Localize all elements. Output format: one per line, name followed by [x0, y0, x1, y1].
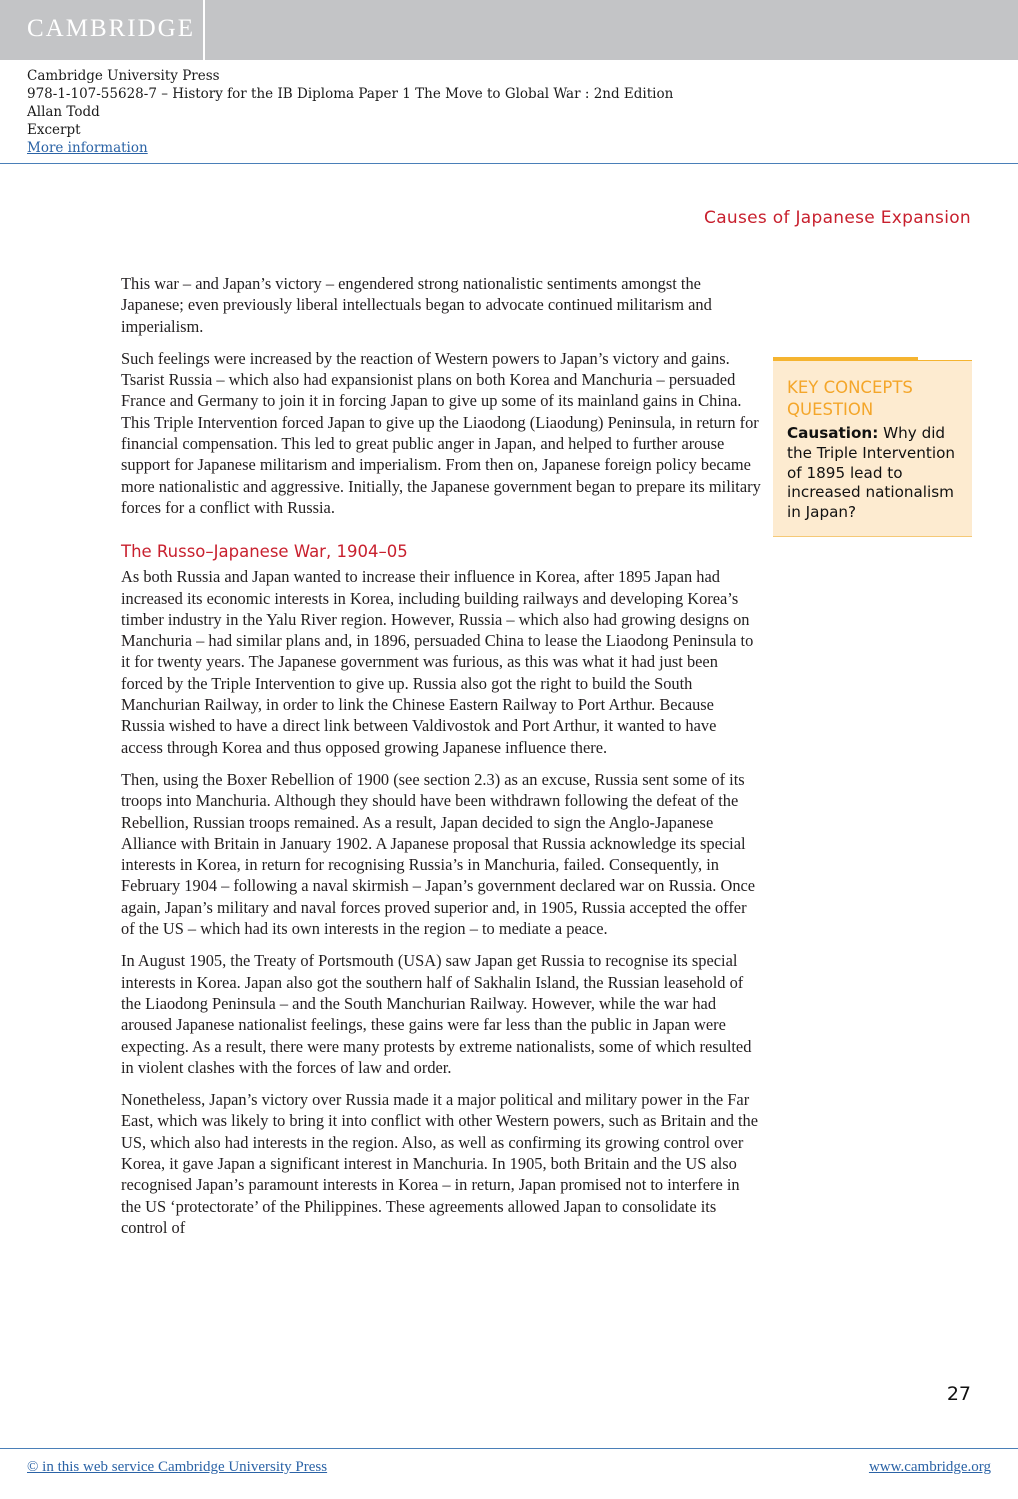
paragraph: Then, using the Boxer Rebellion of 1900 (see section 2.3) as an excuse, Russia sent some of its troops into Manchuria. Although they should have been withdrawn following the defeat of the Rebellion, Russian troops remained. As a result, Japan decided to sign the Anglo-Japanese Alliance with Britain in January 1902. A Japanese proposal that Russia acknowledge its special interests in Korea, in return for recognising Russia’s in Manchuria, failed. Consequently, in February 1904 – following a naval skirmish – Japan’s government declared war on Russia. Once again, Japan’s military and naval forces proved superior and, in 1905, Russia accepted the offer of the US – which had its own interests in the region – to mediate a peace.	[121, 769, 756, 939]
cambridge-logo: CAMBRIDGE	[27, 15, 196, 42]
footer-rule	[0, 1448, 1018, 1449]
key-question-label: Causation:	[787, 424, 879, 442]
paragraph: Nonetheless, Japan’s victory over Russia made it a major political and military power in the Far East, which was likely to bring it into conflict with other Western powers, such as Britain and the US, which also had interests in the region. Also, as well as confirming its growing control over Korea, it gave Japan a significant interest in Manchuria. In 1905, both Britain and the US also recognised Japan’s paramount interests in Korea – in return, Japan promised not to interfere in the US ‘protectorate’ of the Philippines. These agreements allowed Japan to consolidate its control of	[121, 1090, 759, 1237]
key-title-line: KEY CONCEPTS	[787, 378, 913, 397]
banner-divider	[203, 0, 205, 60]
key-concepts-box	[773, 360, 972, 537]
main-text	[121, 273, 761, 1249]
section-heading: The Russo–Japanese War, 1904–05	[121, 542, 408, 562]
cambridge-website-link[interactable]: www.cambridge.org	[868, 1459, 991, 1475]
book-meta	[27, 67, 673, 157]
key-concepts-title	[787, 377, 913, 421]
key-concepts-question	[787, 424, 967, 523]
excerpt-label: Excerpt	[27, 122, 81, 138]
isbn-title: 978-1-107-55628-7 – History for the IB Diploma Paper 1 The Move to Global War : 2nd Edition	[27, 86, 674, 102]
key-question-text: Why did the Triple Intervention of 1895 lead to increased nationalism in Japan?	[787, 424, 955, 522]
key-box-accent-bar	[773, 357, 918, 361]
copyright-link[interactable]: © in this web service Cambridge University Press	[27, 1459, 328, 1475]
more-information-link[interactable]: More information	[27, 140, 148, 156]
paragraph: Such feelings were increased by the reaction of Western powers to Japan’s victory and gains. Tsarist Russia – which also had expansionist plans on both Korea and Manchuria – persuaded France and Germany to join it in forcing Japan to give up some of its mainland gains in China. This Triple Intervention forced Japan to give up the Liaodong (Liaodung) Peninsula, in return for financial compensation. This led to great public anger in Japan, and helped to further arouse support for Japanese militarism and imperialism. From then on, Japanese foreign policy became more nationalistic and aggressive. Initially, the Japanese government began to prepare its military forces for a conflict with Russia.	[121, 348, 761, 517]
publisher-name: Cambridge University Press	[27, 68, 220, 84]
page-number: 27	[946, 1383, 971, 1405]
paragraph: In August 1905, the Treaty of Portsmouth (USA) saw Japan get Russia to recognise its special interests in Korea. Japan also got the southern half of Sakhalin Island, the Russian leasehold of the Liaodong Peninsula – and the South Manchurian Railway. However, while the war had aroused Japanese nationalist feelings, these gains were far less than the public in Japan were expecting. As a result, there were many protests by extreme nationalists, some of which resulted in violent clashes with the forces of law and order.	[121, 951, 752, 1077]
author-name: Allan Todd	[27, 104, 100, 120]
publisher-banner	[0, 0, 1018, 60]
key-box-accent-line	[918, 360, 972, 361]
paragraph: As both Russia and Japan wanted to increase their influence in Korea, after 1895 Japan had increased its economic interests in Korea, including building railways and developing Korea’s timber industry in the Yalu River region. However, Russia – which also had growing designs on Manchuria – had similar plans and, in 1896, persuaded China to lease the Liaodong Peninsula to it for twenty years. The Japanese government was furious, as this was what it had just been forced by the Triple Intervention to give up. Russia also got the right to build the South Manchurian Railway, in order to link the Chinese Eastern Railway to Port Arthur. Because Russia wished to have a direct link between Valdivostok and Port Arthur, it wanted to have access through Korea and thus opposed growing Japanese influence there.	[121, 567, 754, 757]
running-head: Causes of Japanese Expansion	[704, 208, 971, 228]
paragraph: This war – and Japan’s victory – engendered strong nationalistic sentiments amongst the Japanese; even previously liberal intellectuals began to advocate continued militarism and imperialism.	[121, 274, 712, 336]
header-rule	[0, 163, 1018, 164]
key-title-line: QUESTION	[787, 400, 874, 419]
